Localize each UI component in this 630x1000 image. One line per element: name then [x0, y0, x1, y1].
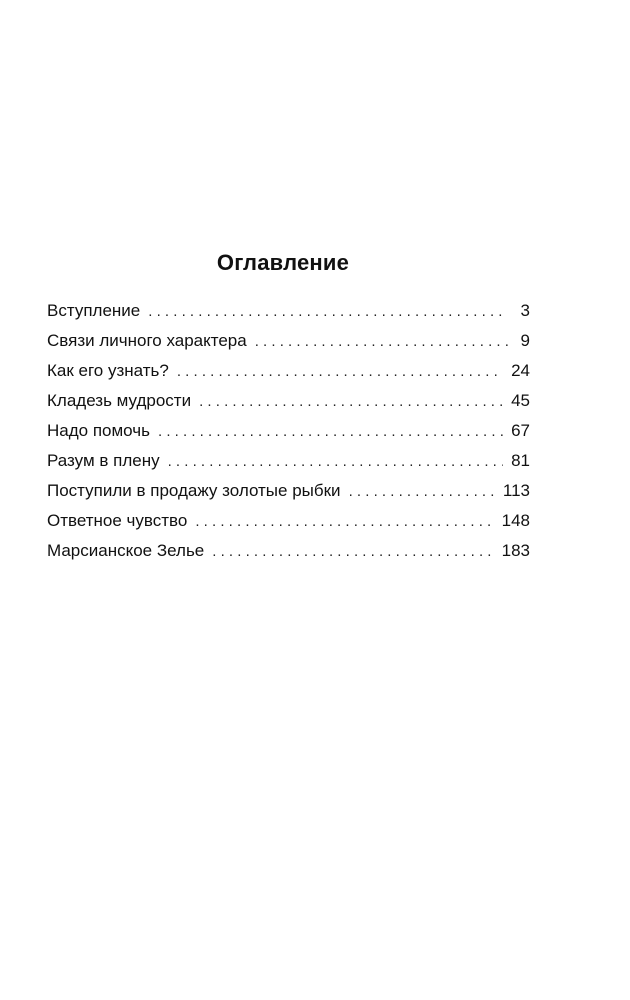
- toc-entry: [47, 326, 530, 356]
- toc-entry: [47, 446, 530, 476]
- dot-leader: [195, 507, 493, 537]
- toc-entry-title: Как его узнать?: [47, 361, 169, 380]
- toc-page-number: 45: [511, 391, 530, 410]
- toc-entry: [47, 476, 530, 506]
- toc-entry-title: Кладезь мудрости: [47, 391, 192, 410]
- toc-entry-title: Марсианское Зелье: [47, 541, 205, 560]
- toc-page-number: 148: [501, 511, 530, 530]
- toc-page-number: 24: [511, 361, 530, 380]
- dot-leader: [158, 417, 503, 447]
- dot-leader: [148, 297, 508, 327]
- toc-entry-title: Ответное чувство: [47, 511, 188, 530]
- toc-entry-title: Разум в плену: [47, 451, 160, 470]
- dot-leader: [212, 537, 493, 567]
- dot-leader: [199, 387, 503, 417]
- toc-entry: [47, 416, 530, 446]
- toc-page-number: 81: [511, 451, 530, 470]
- toc-entry: [47, 506, 530, 536]
- toc-entry: [47, 536, 530, 566]
- dot-leader: [255, 327, 508, 357]
- toc-page-number: 183: [501, 541, 530, 560]
- toc-page-number: 67: [511, 421, 530, 440]
- toc-entry-title: Связи личного характера: [47, 331, 247, 350]
- toc-entry-title: Вступление: [47, 301, 141, 320]
- toc-entry-title: Надо помочь: [47, 421, 150, 440]
- toc-page-number: 3: [520, 301, 530, 320]
- toc-page-number: 113: [502, 481, 530, 500]
- toc-entry: [47, 296, 530, 326]
- dot-leader: [168, 447, 503, 477]
- dot-leader: [349, 477, 495, 507]
- toc-entry: [47, 386, 530, 416]
- toc-entry-title: Поступили в продажу золотые рыбки: [47, 481, 341, 500]
- page-title: Оглавление: [216, 250, 350, 275]
- table-of-contents: [47, 296, 530, 566]
- dot-leader: [177, 357, 503, 387]
- toc-page-number: 9: [520, 331, 530, 350]
- toc-entry: [47, 356, 530, 386]
